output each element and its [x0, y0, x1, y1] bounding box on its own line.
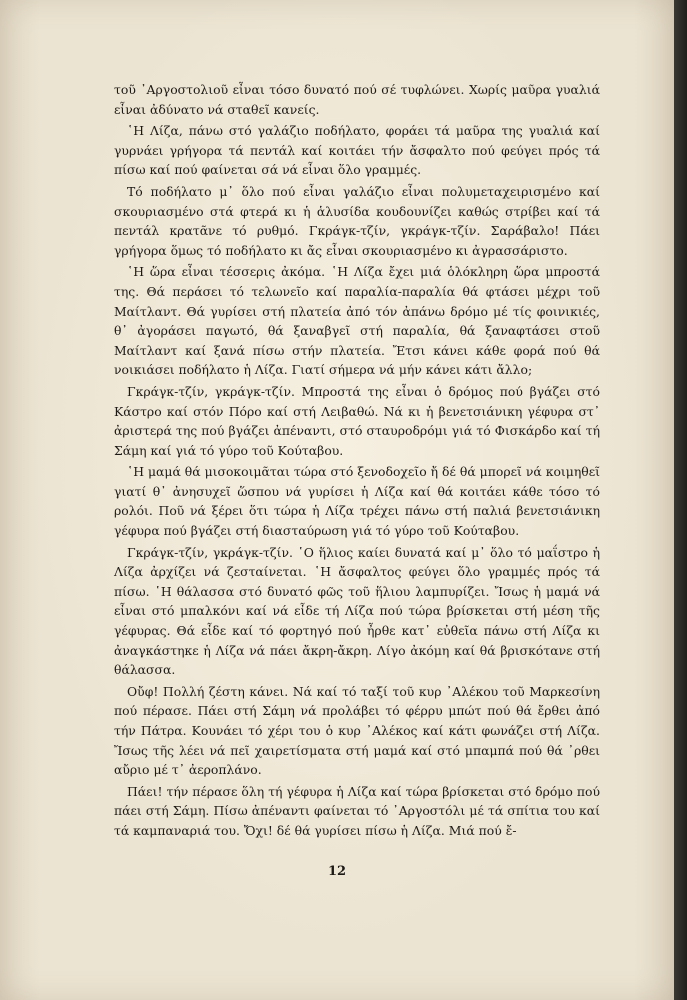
paragraph: Πάει! τήν πέρασε ὅλη τή γέφυρα ἡ Λίζα καί τώρα βρίσκεται στό δρόμο πού πάει στή Σάμη. Πίσω ἀπέναντι φαίνεται τό ᾽Αργοστόλι μέ τά σπίτια του καί τά καμπαναριά του. Ὄχι! δέ θά γυρίσει πίσω ἡ Λίζα. Μιά πού ἔ-: [114, 783, 600, 838]
paragraph: Γκράγκ-τζίν, γκράγκ-τζίν. ῾Ο ἥλιος καίει δυνατά καί μ᾽ ὅλο τό μαΐστρο ἡ Λίζα ἀρχίζει νά ζεσταίνεται. ῾Η ἄσφαλτος φεύγει ὅλο γραμμές πρός τά πίσω. ῾Η θάλασσα στό δυνατό φῶς τοῦ ἥλιου λαμπυρίζει. Ἴσως ἡ μαμά νά εἶναι στό μπαλκόνι καί νά εἶδε τή Λίζα πού τώρα βρίσκεται στή μέση τῆς γέφυρας. Θά εἶδε καί τό φορτηγό πού ἦρθε κατ᾽ εὐθεῖα πάνω στή Λίζα κι ἀναγκάστηκε ἡ Λίζα νά πάει ἄκρη-ἄκρη. Λίγο ἀκόμη καί θά βρισκότανε στή θάλασσα.: [114, 544, 600, 678]
body-text: [114, 80, 600, 843]
paragraph: Γκράγκ-τζίν, γκράγκ-τζίν. Μπροστά της εἶναι ὁ δρόμος πού βγάζει στό Κάστρο καί στόν Πόρο καί στή Λειβαθώ. Νά κι ἡ βενετσιάνικη γέφυρα στ᾽ ἀριστερά της πού βγάζει ἀπέναντι, στό σταυροδρόμι γιά τό Φισκάρδο καί τή Σάμη καί γιά τό γύρο τοῦ Κούταβου.: [114, 383, 600, 458]
paragraph: ῾Η ὥρα εἶναι τέσσερις ἀκόμα. ῾Η Λίζα ἔχει μιά ὁλόκληρη ὥρα μπροστά της. Θά περάσει τό τελωνεῖο καί παραλία-παραλία θά φτάσει μέχρι τοῦ Μαίτλαντ. Θά γυρίσει στή πλατεία ἀπό τόν ἀπάνω δρόμο μέ τίς φοινικιές, θ᾽ ἀγοράσει παγωτό, θά ξαναβγεῖ στή παραλία, θά ξαναφτάσει στοῦ Μαίτλαντ καί ξανά πίσω στήν πλατεία. Ἔτσι κάνει κάθε φορά πού θά νοικιάσει ποδήλατο ἡ Λίζα. Γιατί σήμερα νά μήν κάνει κάτι ἄλλο;: [114, 264, 600, 378]
scan-edge: [674, 0, 687, 1000]
paragraph: Τό ποδήλατο μ᾽ ὅλο πού εἶναι γαλάζιο εἶναι πολυμεταχειρισμένο καί σκουριασμένο στά φτερά κι ἡ ἁλυσίδα κουδουνίζει καθώς στρίβει καί τά πεντάλ κρατᾶνε τό ρυθμό. Γκράγκ-τζίν, γκράγκ-τζίν. Σαράβαλο! Πάει γρήγορα ὅμως τό ποδήλατο κι ἄς εἶναι σκουριασμένο κι ἀγρασσάριστο.: [114, 183, 600, 258]
page-number: 12: [327, 864, 347, 879]
paragraph: ῾Η Λίζα, πάνω στό γαλάζιο ποδήλατο, φοράει τά μαῦρα της γυαλιά καί γυρνάει γρήγορα τά πεντάλ καί κοιτάει τήν ἄσφαλτο πού φεύγει πρός τά πίσω καί πού φαίνεται σά νά εἶναι ὅλο γραμμές.: [114, 123, 600, 178]
paragraph: τοῦ ᾽Αργοστολιοῦ εἶναι τόσο δυνατό πού σέ τυφλώνει. Χωρίς μαῦρα γυαλιά εἶναι ἀδύνατο νά σταθεῖ κανείς.: [114, 82, 600, 117]
paragraph: ῾Η μαμά θά μισοκοιμᾶται τώρα στό ξενοδοχεῖο ἤ δέ θά μπορεῖ νά κοιμηθεῖ γιατί θ᾽ ἀνησυχεῖ ὥσπου νά γυρίσει ἡ Λίζα καί θά κοιτάει κάθε τόσο τό ρολόι. Ποῦ νά ξέρει ὅτι τώρα ἡ Λίζα τρέχει πάνω στή παλιά βενετσιάνικη γέφυρα πού βγάζει στή διασταύρωση γιά τό γύρο τοῦ Κούταβου.: [114, 464, 600, 539]
paragraph: Οὔφ! Πολλή ζέστη κάνει. Νά καί τό ταξί τοῦ κυρ ᾽Αλέκου τοῦ Μαρκεσίνη πού πέρασε. Πάει στή Σάμη νά προλάβει τό φέρρυ μπώτ πού θά ἔρθει ἀπό τήν Πάτρα. Κουνάει τό χέρι του ὁ κυρ ᾽Αλέκος καί κάτι φωνάζει στή Λίζα. Ἴσως τῆς λέει νά πεῖ χαιρετίσματα στή μαμά καί στό μπαμπά πού θά ᾽ρθει αὔριο μέ τ᾽ ἀεροπλάνο.: [114, 683, 600, 778]
